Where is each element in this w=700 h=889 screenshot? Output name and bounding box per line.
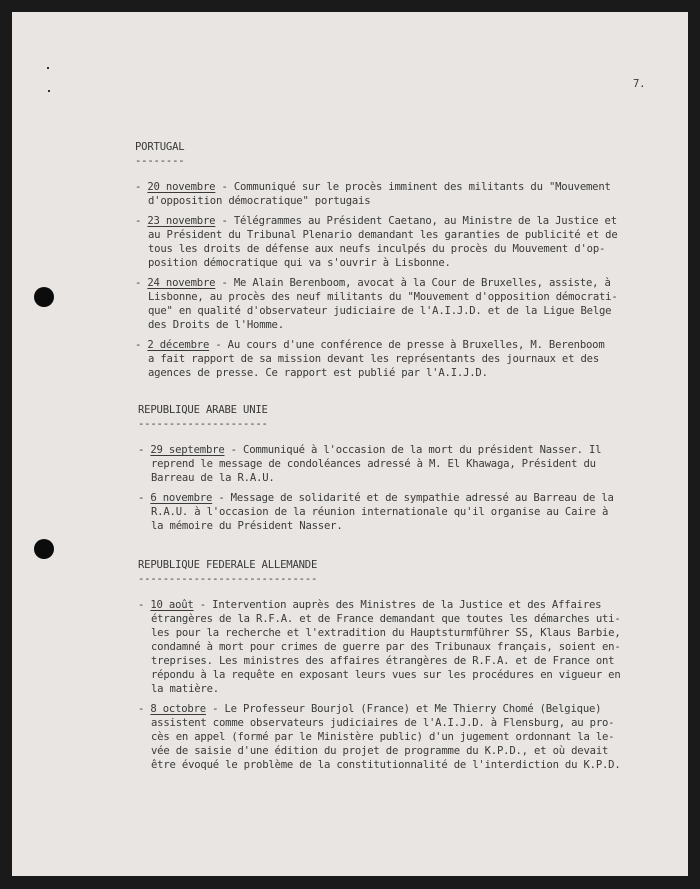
section [135, 140, 618, 380]
entry-text-line: vée de saisie d'une édition du projet de programme du K.P.D., et où devait [151, 745, 609, 757]
section-heading: REPUBLIQUE FEDERALE ALLEMANDE [138, 559, 318, 571]
entry-text-line: Barreau de la R.A.U. [151, 472, 275, 484]
entry-text-line: assistent comme observateurs judiciaires de l'A.I.J.D. à Flensburg, au pro- [151, 717, 615, 729]
list-item [138, 443, 614, 485]
list-item [135, 180, 618, 208]
speck [48, 90, 50, 92]
bullet-dash: - [135, 339, 148, 351]
bullet-dash: - [135, 215, 148, 227]
entry-date: 6 novembre [150, 492, 213, 504]
entry-text: - Communiqué sur le procès imminent des militants du "Mouvement [215, 181, 611, 193]
entry-text-line: les pour la recherche et l'extradition du Hauptsturmführer SS, Klaus Barbie, [151, 627, 621, 639]
punch-hole [34, 539, 54, 559]
entry-text-line: agences de presse. Ce rapport est publié par l'A.I.J.D. [148, 367, 488, 379]
entry-text: - Intervention auprès des Ministres de la Justice et des Affaires [193, 599, 602, 611]
bullet-dash: - [138, 444, 151, 456]
entry-text-line: au Président du Tribunal Plenario demandant les garanties de publicité et de [148, 229, 618, 241]
heading-underline: --------------------- [138, 418, 268, 430]
entry-text-line: Lisbonne, au procès des neuf militants du "Mouvement d'opposition démocrati- [148, 291, 618, 303]
entry-text: - Le Professeur Bourjol (France) et Me Thierry Chomé (Belgique) [205, 703, 602, 715]
entry-text: - Communiqué à l'occasion de la mort du président Nasser. Il [224, 444, 602, 456]
punch-hole [34, 287, 54, 307]
list-item [135, 338, 618, 380]
entry-text: - Message de solidarité et de sympathie adressé au Barreau de la [212, 492, 614, 504]
entry-date: 10 août [150, 599, 194, 611]
entry-date: 29 septembre [150, 444, 225, 456]
entry-text-line: la mémoire du Président Nasser. [151, 520, 343, 532]
section [138, 558, 621, 772]
entry-text-line: que" en qualité d'observateur judiciaire de l'A.I.J.D. et de la Ligue Belge [148, 305, 612, 317]
heading-underline: ----------------------------- [138, 573, 318, 585]
entry-text-line: des Droits de l'Homme. [148, 319, 284, 331]
bullet-dash: - [138, 703, 151, 715]
section [138, 403, 614, 533]
entry-text-line: répondu à la requête en exposant leurs vues sur les procédures en vigueur en [151, 669, 621, 681]
list-item [138, 491, 614, 533]
bullet-dash: - [135, 277, 148, 289]
speck [47, 67, 49, 69]
entry-text: - Télégrammes au Président Caetano, au Ministre de la Justice et [215, 215, 617, 227]
heading-underline: -------- [135, 155, 185, 167]
entry-date: 2 décembre [147, 339, 210, 351]
entry-date: 23 novembre [147, 215, 216, 227]
entry-text-line: d'opposition démocratique" portugais [148, 195, 371, 207]
entry-date: 20 novembre [147, 181, 216, 193]
entry-text: - Me Alain Berenboom, avocat à la Cour de Bruxelles, assiste, à [215, 277, 611, 289]
bullet-dash: - [138, 492, 151, 504]
entry-text-line: cès en appel (formé par le Ministère public) d'un jugement ordonnant la le- [151, 731, 615, 743]
bullet-dash: - [138, 599, 151, 611]
list-item [138, 702, 621, 772]
entry-text-line: étrangères de la R.F.A. et de France demandant que toutes les démarches uti- [151, 613, 621, 625]
list-item [135, 214, 618, 270]
entry-text-line: treprises. Les ministres des affaires étrangères de R.F.A. et de France ont [151, 655, 615, 667]
entry-text-line: tous les droits de défense aux neufs inculpés du procès du Mouvement d'op- [148, 243, 606, 255]
entry-date: 24 novembre [147, 277, 216, 289]
entry-text-line: R.A.U. à l'occasion de la réunion internationale qu'il organise au Caire à [151, 506, 609, 518]
entry-date: 8 octobre [150, 703, 206, 715]
entry-text-line: être évoqué le problème de la constitutionnalité de l'interdiction du K.P.D. [151, 759, 621, 771]
entry-text-line: la matière. [151, 683, 219, 695]
entry-text-line: a fait rapport de sa mission devant les représentants des journaux et des [148, 353, 599, 365]
entry-text-line: condamné à mort pour crimes de guerre par des Tribunaux français, soient en- [151, 641, 621, 653]
section-heading: REPUBLIQUE ARABE UNIE [138, 404, 268, 416]
list-item [135, 276, 618, 332]
section-heading: PORTUGAL [135, 141, 185, 153]
entry-text-line: reprend le message de condoléances adressé à M. El Khawaga, Président du [151, 458, 596, 470]
entry-text-line: position démocratique qui va s'ouvrir à Lisbonne. [148, 257, 451, 269]
bullet-dash: - [135, 181, 148, 193]
entry-text: - Au cours d'une conférence de presse à Bruxelles, M. Berenboom [209, 339, 605, 351]
page-number: 7. [633, 78, 646, 90]
list-item [138, 598, 621, 696]
